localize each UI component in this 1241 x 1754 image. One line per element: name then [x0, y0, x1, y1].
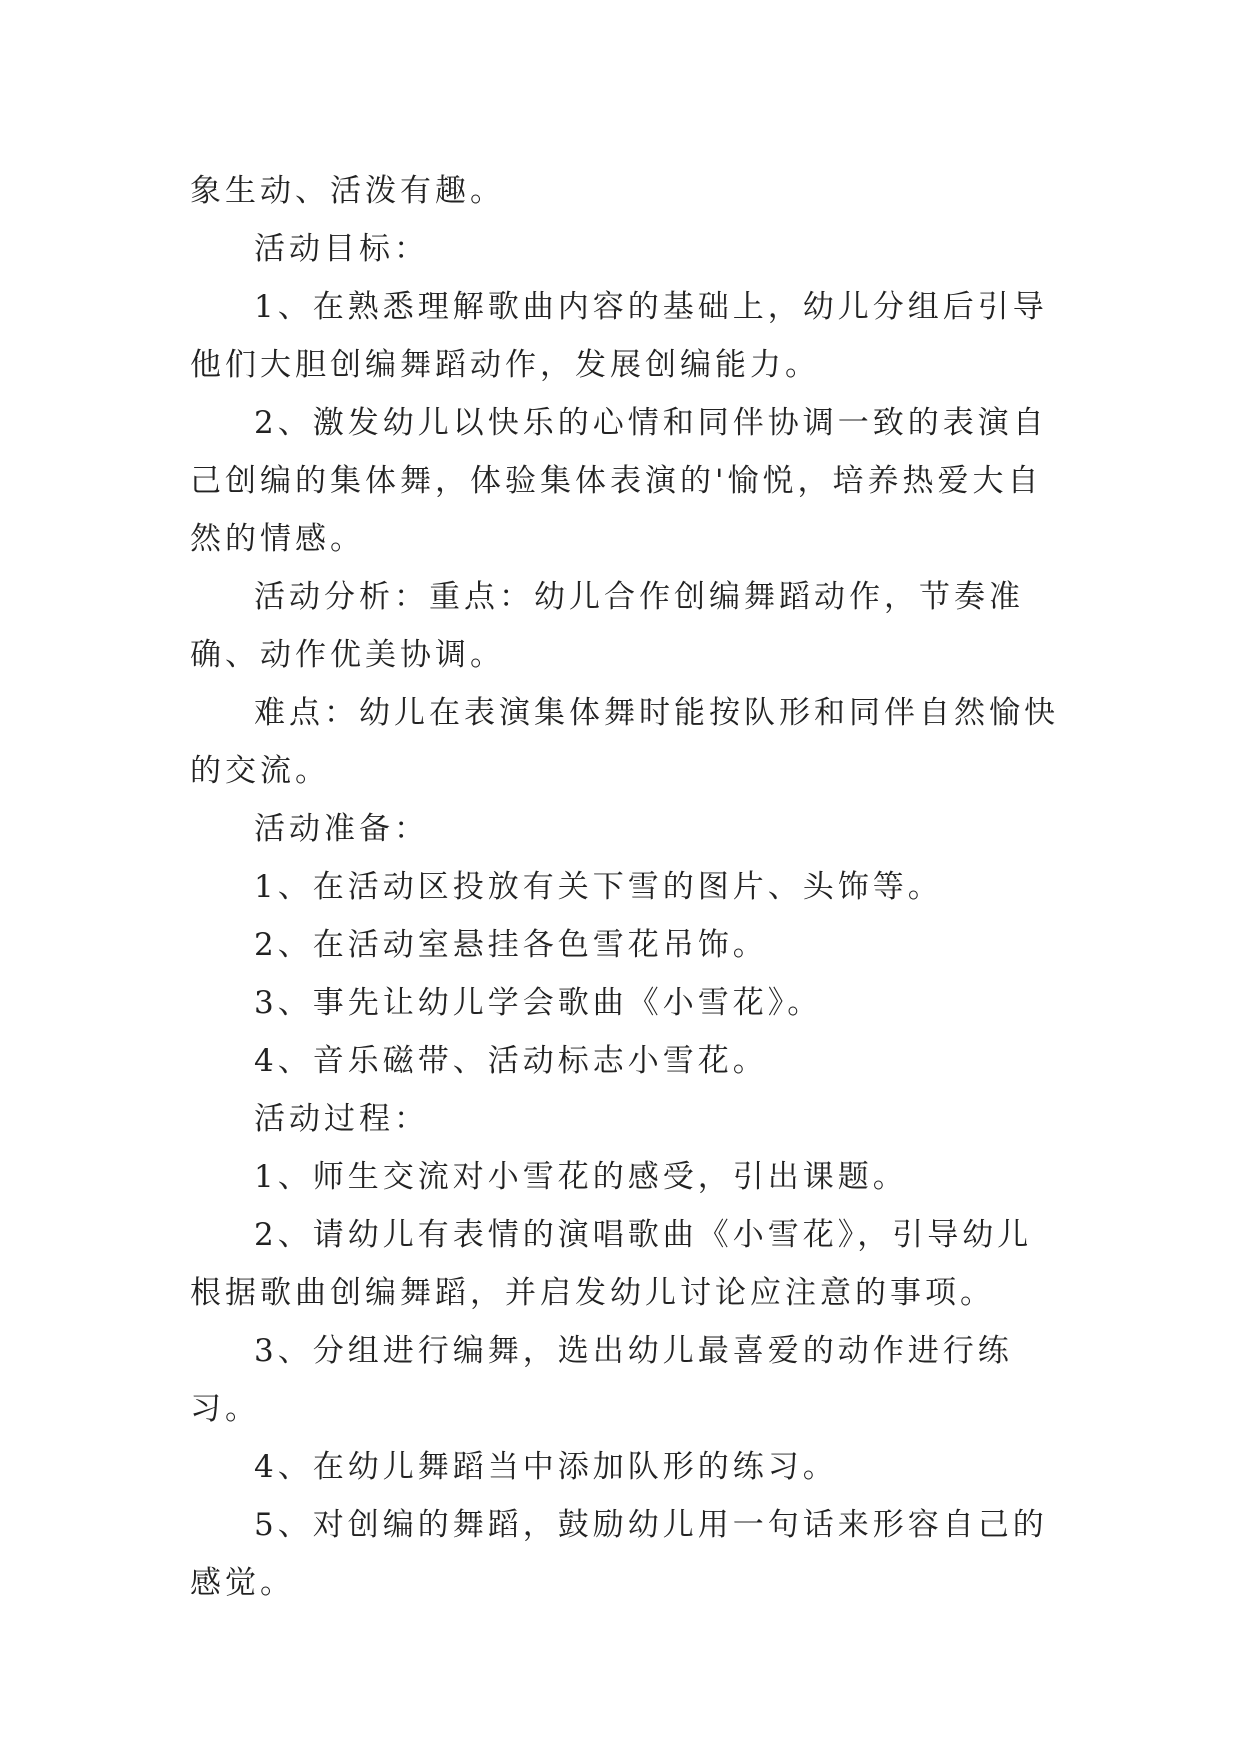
process-item-5: 5、对创编的舞蹈，鼓励幼儿用一句话来形容自己的感觉。 — [190, 1507, 1048, 1601]
process-item-4: 4、在幼儿舞蹈当中添加队形的练习。 — [254, 1449, 838, 1485]
preparation-item-1: 1、在活动区投放有关下雪的图片、头饰等。 — [254, 869, 943, 905]
process-item-3: 3、分组进行编舞，选出幼儿最喜爱的动作进行练习。 — [190, 1333, 1013, 1427]
goal-item-2: 2、激发幼儿以快乐的心情和同伴协调一致的表演自己创编的集体舞，体验集体表演的'愉悦，培养热爱大自然的情感。 — [190, 405, 1048, 557]
process-item-2: 2、请幼儿有表情的演唱歌曲《小雪花》，引导幼儿根据歌曲创编舞蹈，并启发幼儿讨论应注意的事项。 — [190, 1217, 1033, 1311]
process-item-1: 1、师生交流对小雪花的感受，引出课题。 — [254, 1159, 908, 1195]
heading-activity-goals: 活动目标： — [254, 231, 429, 267]
preparation-item-2: 2、在活动室悬挂各色雪花吊饰。 — [254, 927, 768, 963]
goal-item-1: 1、在熟悉理解歌曲内容的基础上，幼儿分组后引导他们大胆创编舞蹈动作，发展创编能力。 — [190, 289, 1048, 383]
heading-activity-process: 活动过程： — [254, 1101, 429, 1137]
document-body — [190, 162, 1060, 1612]
paragraph-continuation: 象生动、活泼有趣。 — [190, 173, 505, 209]
analysis-difficulty: 难点：幼儿在表演集体舞时能按队形和同伴自然愉快的交流。 — [190, 695, 1059, 789]
preparation-item-4: 4、音乐磁带、活动标志小雪花。 — [254, 1043, 768, 1079]
preparation-item-3: 3、事先让幼儿学会歌曲《小雪花》。 — [254, 985, 823, 1021]
heading-activity-preparation: 活动准备： — [254, 811, 429, 847]
analysis-key-point: 活动分析：重点：幼儿合作创编舞蹈动作，节奏准确、动作优美协调。 — [190, 579, 1024, 673]
